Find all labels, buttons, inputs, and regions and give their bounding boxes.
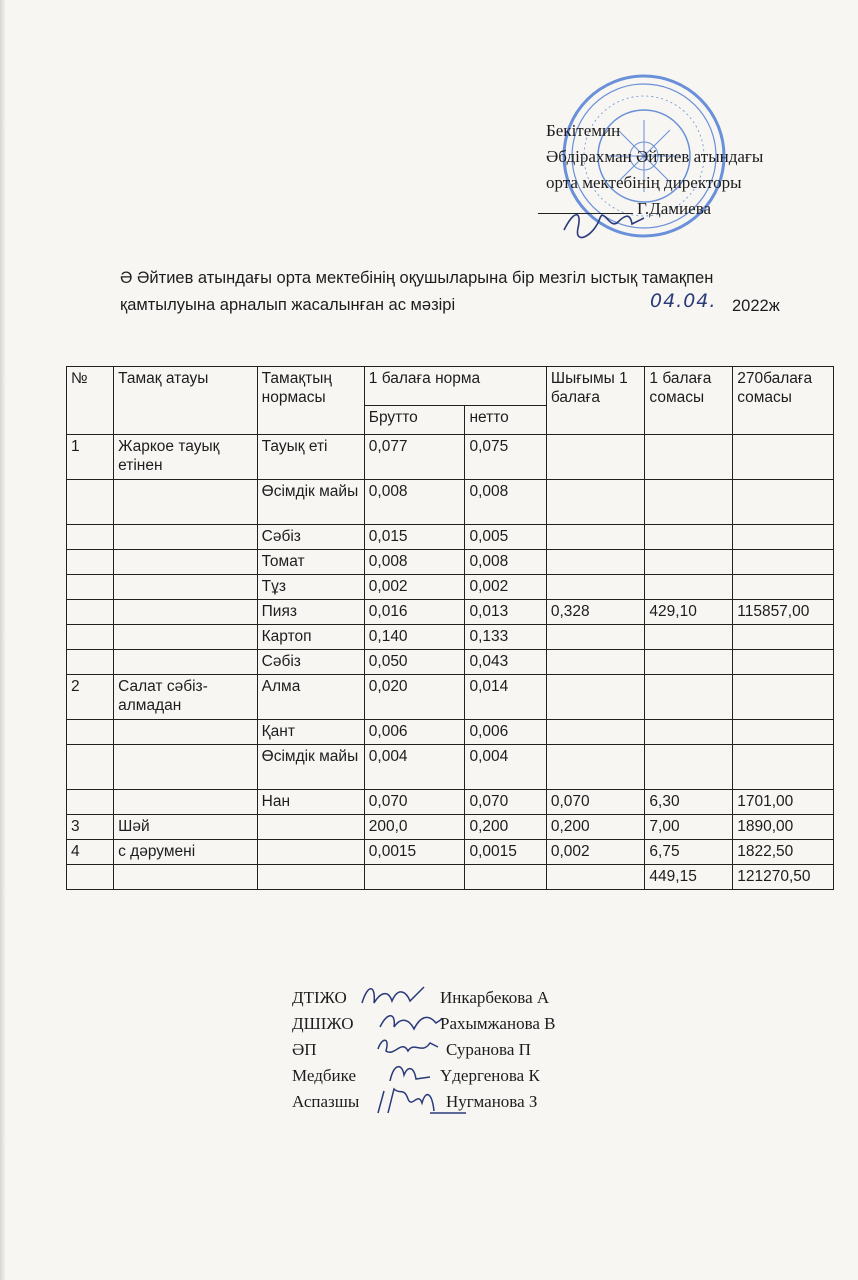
cell-brutto: 200,0 xyxy=(364,815,465,840)
cell-sum1 xyxy=(645,720,733,745)
director-name: Г.Дамиева xyxy=(637,199,712,218)
menu-table xyxy=(66,366,834,890)
signature-name: Инкарбекова А xyxy=(440,988,550,1007)
cell-no xyxy=(67,550,114,575)
cell-netto: 0,005 xyxy=(465,525,546,550)
table-row xyxy=(67,840,834,865)
cell-output xyxy=(546,480,645,525)
approval-school-name: Әбдірахман Әйтиев атындағы xyxy=(546,147,764,166)
cell-brutto: 0,008 xyxy=(364,480,465,525)
cell-sum270 xyxy=(733,625,834,650)
header-norm: Тамақтың нормасы xyxy=(257,367,364,435)
cell-netto xyxy=(465,865,546,890)
signature-role: ДШІЖО xyxy=(292,1014,354,1033)
cell-sum270 xyxy=(733,720,834,745)
table-total-row xyxy=(67,865,834,890)
table-row xyxy=(67,815,834,840)
cell-food: Өсімдік майы xyxy=(257,745,364,790)
cell-sum270 xyxy=(733,745,834,790)
cell-brutto: 0,140 xyxy=(364,625,465,650)
cell-sum1-total: 449,15 xyxy=(645,865,733,890)
signature-name: Үдергенова К xyxy=(440,1066,540,1085)
cell-sum1: 6,75 xyxy=(645,840,733,865)
cell-no xyxy=(67,600,114,625)
cell-sum1 xyxy=(645,625,733,650)
cell-netto: 0,013 xyxy=(465,600,546,625)
table-row xyxy=(67,575,834,600)
table-row xyxy=(67,675,834,720)
approval-signature-line xyxy=(546,196,846,222)
cell-dish xyxy=(114,745,258,790)
table-row xyxy=(67,550,834,575)
cell-output xyxy=(546,745,645,790)
cell-food xyxy=(257,865,364,890)
cell-sum270: 1701,00 xyxy=(733,790,834,815)
signatures-block xyxy=(292,985,652,1115)
cell-netto: 0,002 xyxy=(465,575,546,600)
cell-sum270: 1890,00 xyxy=(733,815,834,840)
cell-brutto: 0,016 xyxy=(364,600,465,625)
signature-row xyxy=(292,1089,652,1115)
cell-sum270: 115857,00 xyxy=(733,600,834,625)
signature-role: Аспазшы xyxy=(292,1092,360,1111)
cell-sum270 xyxy=(733,675,834,720)
cell-dish xyxy=(114,575,258,600)
cell-netto: 0,004 xyxy=(465,745,546,790)
signature-row xyxy=(292,1037,652,1063)
cell-output xyxy=(546,575,645,600)
table-row xyxy=(67,650,834,675)
cell-no xyxy=(67,575,114,600)
cell-sum1 xyxy=(645,480,733,525)
signature-role: Медбике xyxy=(292,1066,356,1085)
cell-food xyxy=(257,815,364,840)
cell-netto: 0,0015 xyxy=(465,840,546,865)
signature-name: Нугманова З xyxy=(446,1092,538,1111)
table-row xyxy=(67,745,834,790)
cell-output: 0,328 xyxy=(546,600,645,625)
signature-name: Рахымжанова В xyxy=(440,1014,556,1033)
header-sum1: 1 балаға сомасы xyxy=(645,367,733,435)
cell-no: 1 xyxy=(67,435,114,480)
cell-sum1 xyxy=(645,745,733,790)
cell-brutto: 0,050 xyxy=(364,650,465,675)
cell-output: 0,200 xyxy=(546,815,645,840)
cell-netto: 0,043 xyxy=(465,650,546,675)
table-row xyxy=(67,720,834,745)
cell-dish xyxy=(114,720,258,745)
cell-output xyxy=(546,525,645,550)
header-no: № xyxy=(67,367,114,435)
title-line-1: Ә Әйтиев атындағы орта мектебінің оқушыларына бір мезгіл ыстық тамақпен xyxy=(120,269,714,287)
cell-no xyxy=(67,745,114,790)
cell-dish: Жаркое тауық етінен xyxy=(114,435,258,480)
cell-sum1 xyxy=(645,435,733,480)
cell-brutto: 0,070 xyxy=(364,790,465,815)
header-output: Шығымы 1 балаға xyxy=(546,367,645,435)
cell-netto: 0,200 xyxy=(465,815,546,840)
cell-netto: 0,075 xyxy=(465,435,546,480)
cell-no: 3 xyxy=(67,815,114,840)
cell-netto: 0,014 xyxy=(465,675,546,720)
signature-row xyxy=(292,985,652,1011)
cell-sum1 xyxy=(645,650,733,675)
cell-sum270 xyxy=(733,550,834,575)
signature-role: ДТІЖО xyxy=(292,988,347,1007)
cell-dish xyxy=(114,650,258,675)
cell-sum270 xyxy=(733,435,834,480)
signature-row xyxy=(292,1063,652,1089)
cell-food: Сәбіз xyxy=(257,525,364,550)
cell-sum1 xyxy=(645,525,733,550)
cell-brutto xyxy=(364,865,465,890)
cell-food: Тауық еті xyxy=(257,435,364,480)
cell-no xyxy=(67,720,114,745)
cell-dish xyxy=(114,790,258,815)
cell-brutto: 0,077 xyxy=(364,435,465,480)
cell-output xyxy=(546,650,645,675)
cell-output xyxy=(546,625,645,650)
cell-sum270 xyxy=(733,525,834,550)
cell-sum270: 1822,50 xyxy=(733,840,834,865)
cell-sum1 xyxy=(645,550,733,575)
cell-dish xyxy=(114,550,258,575)
cell-netto: 0,133 xyxy=(465,625,546,650)
cell-sum1: 7,00 xyxy=(645,815,733,840)
approval-block xyxy=(546,118,846,222)
cell-food: Пияз xyxy=(257,600,364,625)
cell-sum1: 429,10 xyxy=(645,600,733,625)
cell-brutto: 0,002 xyxy=(364,575,465,600)
cell-brutto: 0,015 xyxy=(364,525,465,550)
cell-dish xyxy=(114,600,258,625)
handwritten-date: 04.04. xyxy=(650,290,717,312)
cell-dish: Салат сәбіз-алмадан xyxy=(114,675,258,720)
cell-output xyxy=(546,865,645,890)
cell-dish xyxy=(114,480,258,525)
cell-no xyxy=(67,865,114,890)
cell-brutto: 0,020 xyxy=(364,675,465,720)
cell-dish: Шәй xyxy=(114,815,258,840)
cell-food: Тұз xyxy=(257,575,364,600)
cell-food: Қант xyxy=(257,720,364,745)
cell-brutto: 0,0015 xyxy=(364,840,465,865)
cell-output xyxy=(546,435,645,480)
cell-output: 0,070 xyxy=(546,790,645,815)
table-row xyxy=(67,525,834,550)
header-per-child: 1 балаға норма xyxy=(364,367,546,406)
header-netto: нетто xyxy=(465,406,546,435)
cell-dish xyxy=(114,865,258,890)
signature-underline xyxy=(538,197,633,214)
cell-food: Нан xyxy=(257,790,364,815)
table-row xyxy=(67,625,834,650)
cell-no: 2 xyxy=(67,675,114,720)
cell-no xyxy=(67,480,114,525)
cell-food: Сәбіз xyxy=(257,650,364,675)
cell-food xyxy=(257,840,364,865)
table-row xyxy=(67,480,834,525)
document-title xyxy=(120,265,820,319)
cell-sum270 xyxy=(733,575,834,600)
signature-row xyxy=(292,1011,652,1037)
cell-brutto: 0,004 xyxy=(364,745,465,790)
page-edge xyxy=(0,0,6,1280)
signature-name: Суранова П xyxy=(446,1040,531,1059)
header-sum270: 270балаға сомасы xyxy=(733,367,834,435)
cell-brutto: 0,008 xyxy=(364,550,465,575)
cell-netto: 0,006 xyxy=(465,720,546,745)
cell-no xyxy=(67,790,114,815)
cell-output xyxy=(546,550,645,575)
title-line-2: қамтылуына арналып жасалынған ас мәзірі xyxy=(120,296,456,314)
cell-output xyxy=(546,675,645,720)
year-label: 2022ж xyxy=(732,297,780,315)
cell-dish xyxy=(114,525,258,550)
header-dish: Тамақ атауы xyxy=(114,367,258,435)
cell-netto: 0,008 xyxy=(465,480,546,525)
cell-sum270 xyxy=(733,650,834,675)
approval-position: орта мектебінің директоры xyxy=(546,173,742,192)
cell-output: 0,002 xyxy=(546,840,645,865)
cell-sum1: 6,30 xyxy=(645,790,733,815)
signature-role: ӘП xyxy=(292,1040,317,1059)
cell-output xyxy=(546,720,645,745)
cell-food: Томат xyxy=(257,550,364,575)
cell-sum270-total: 121270,50 xyxy=(733,865,834,890)
table-row xyxy=(67,435,834,480)
header-brutto: Брутто xyxy=(364,406,465,435)
cell-no xyxy=(67,625,114,650)
cell-no xyxy=(67,650,114,675)
cell-netto: 0,008 xyxy=(465,550,546,575)
cell-netto: 0,070 xyxy=(465,790,546,815)
cell-food: Өсімдік майы xyxy=(257,480,364,525)
cell-dish: с дәрумені xyxy=(114,840,258,865)
cell-no xyxy=(67,525,114,550)
cell-dish xyxy=(114,625,258,650)
cell-sum1 xyxy=(645,575,733,600)
cell-brutto: 0,006 xyxy=(364,720,465,745)
cell-sum270 xyxy=(733,480,834,525)
cell-no: 4 xyxy=(67,840,114,865)
cell-food: Алма xyxy=(257,675,364,720)
cell-sum1 xyxy=(645,675,733,720)
table-row xyxy=(67,600,834,625)
table-row xyxy=(67,790,834,815)
cell-food: Картоп xyxy=(257,625,364,650)
approval-heading: Бекітемин xyxy=(546,121,621,140)
